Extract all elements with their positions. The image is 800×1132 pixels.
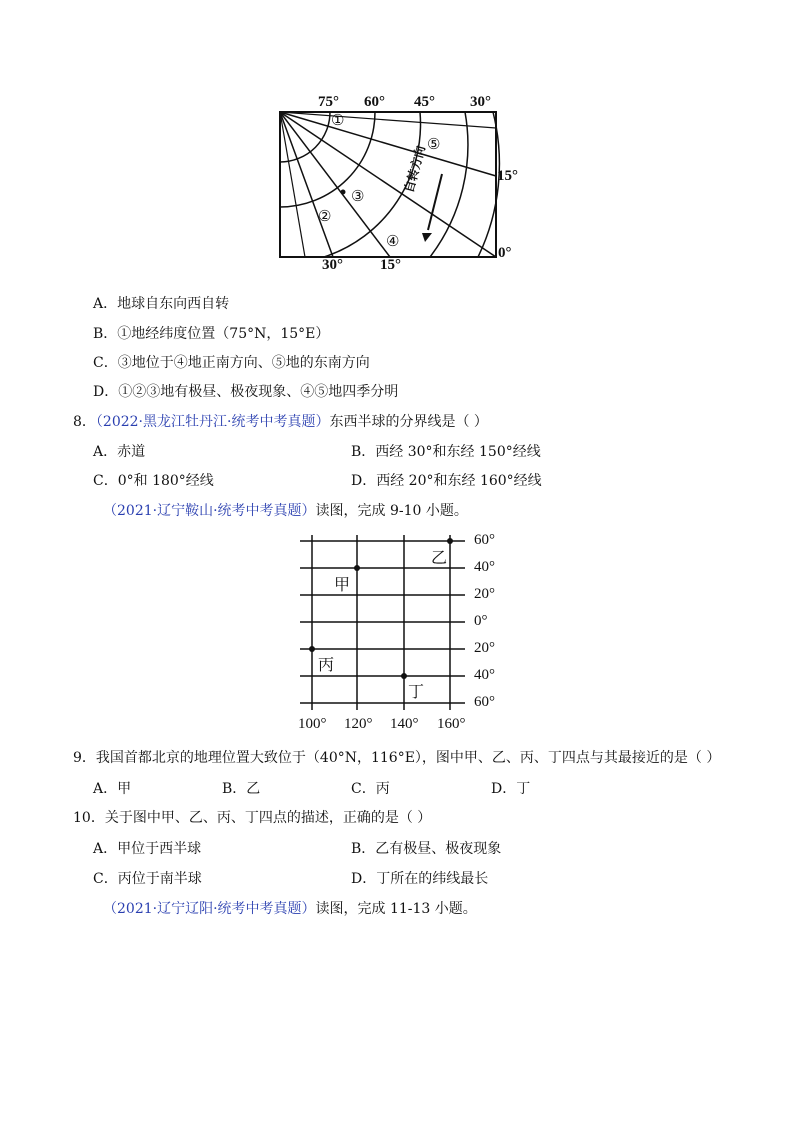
grid-lon-label-140: 140° — [390, 716, 419, 732]
q10-option-b: B．乙有极昼、极夜现象 — [351, 841, 502, 857]
grid-point-yi: 乙 — [431, 548, 448, 567]
polar-bottom-label-0: 0° — [498, 245, 512, 261]
group-9-10-intro: （2021·辽宁鞍山·统考中考真题）读图，完成 9-10 小题。 — [103, 503, 468, 519]
grid-lat-label-40s: 40° — [474, 667, 495, 683]
polar-point-4: ④ — [386, 234, 400, 250]
q7-option-b: B．①地经纬度位置（75°N，15°E） — [93, 326, 330, 342]
grid-lat-label-60s: 60° — [474, 694, 495, 710]
polar-point-5: ⑤ — [427, 137, 441, 153]
q10-option-a: A．甲位于西半球 — [93, 841, 202, 857]
polar-top-label-75: 75° — [318, 94, 339, 110]
grid-lat-label-0: 0° — [474, 613, 488, 629]
polar-point-2: ② — [318, 209, 332, 225]
q8-source: （2022·黑龙江牡丹江·统考中考真题） — [95, 414, 330, 430]
polar-top-label-60: 60° — [364, 94, 385, 110]
q9-option-a: A．甲 — [93, 781, 132, 797]
grid-point-ding: 丁 — [408, 682, 425, 701]
q10-option-c: C．丙位于南半球 — [93, 871, 202, 887]
grid-lon-label-120: 120° — [344, 716, 373, 732]
group-11-13-intro: （2021·辽宁辽阳·统考中考真题）读图，完成 11-13 小题。 — [103, 901, 477, 917]
grid-lat-label-40n: 40° — [474, 559, 495, 575]
grid-lon-label-160: 160° — [437, 716, 466, 732]
q10-option-d: D．丁所在的纬线最长 — [351, 871, 489, 887]
latlon-grid-figure — [295, 530, 485, 715]
q7-option-c: C．③地位于④地正南方向、⑤地的东南方向 — [93, 355, 370, 371]
grid-lon-label-100: 100° — [298, 716, 327, 732]
polar-bottom-label-15: 15° — [380, 257, 401, 273]
q9-stem: 9．我国首都北京的地理位置大致位于（40°N，116°E），图中甲、乙、丙、丁四点与其最接近的是（ ） — [73, 750, 721, 766]
polar-right-label-15: 15° — [497, 168, 518, 184]
polar-map-figure — [270, 92, 530, 272]
q8-option-c: C．0°和 180°经线 — [93, 473, 214, 489]
q7-option-d: D．①②③地有极昼、极夜现象、④⑤地四季分明 — [93, 384, 399, 400]
group-11-13-source: （2021·辽宁辽阳·统考中考真题） — [103, 901, 316, 917]
group-9-10-source: （2021·辽宁鞍山·统考中考真题） — [103, 503, 316, 519]
polar-point-3: ③ — [351, 189, 365, 205]
q7-option-a: A．地球自东向西自转 — [93, 296, 230, 312]
q8-stem: 8．（2022·黑龙江牡丹江·统考中考真题）东西半球的分界线是（ ） — [73, 414, 488, 430]
rotation-direction-label: 自转方向 — [401, 144, 428, 195]
q10-stem: 10．关于图中甲、乙、丙、丁四点的描述，正确的是（ ） — [73, 810, 432, 826]
q9-option-b: B．乙 — [222, 781, 261, 797]
q8-option-b: B．西经 30°和东经 150°经线 — [351, 444, 541, 460]
polar-point-1: ① — [331, 113, 345, 129]
q9-option-d: D．丁 — [491, 781, 531, 797]
q8-option-d: D．西经 20°和东经 160°经线 — [351, 473, 542, 489]
grid-lat-label-60n: 60° — [474, 532, 495, 548]
grid-point-jia: 甲 — [334, 575, 351, 594]
grid-lat-label-20n: 20° — [474, 586, 495, 602]
polar-bottom-label-30: 30° — [322, 257, 343, 273]
q8-option-a: A．赤道 — [93, 444, 146, 460]
polar-top-label-30: 30° — [470, 94, 491, 110]
q9-option-c: C．丙 — [351, 781, 390, 797]
grid-point-bing: 丙 — [318, 655, 335, 674]
grid-lat-label-20s: 20° — [474, 640, 495, 656]
polar-top-label-45: 45° — [414, 94, 435, 110]
